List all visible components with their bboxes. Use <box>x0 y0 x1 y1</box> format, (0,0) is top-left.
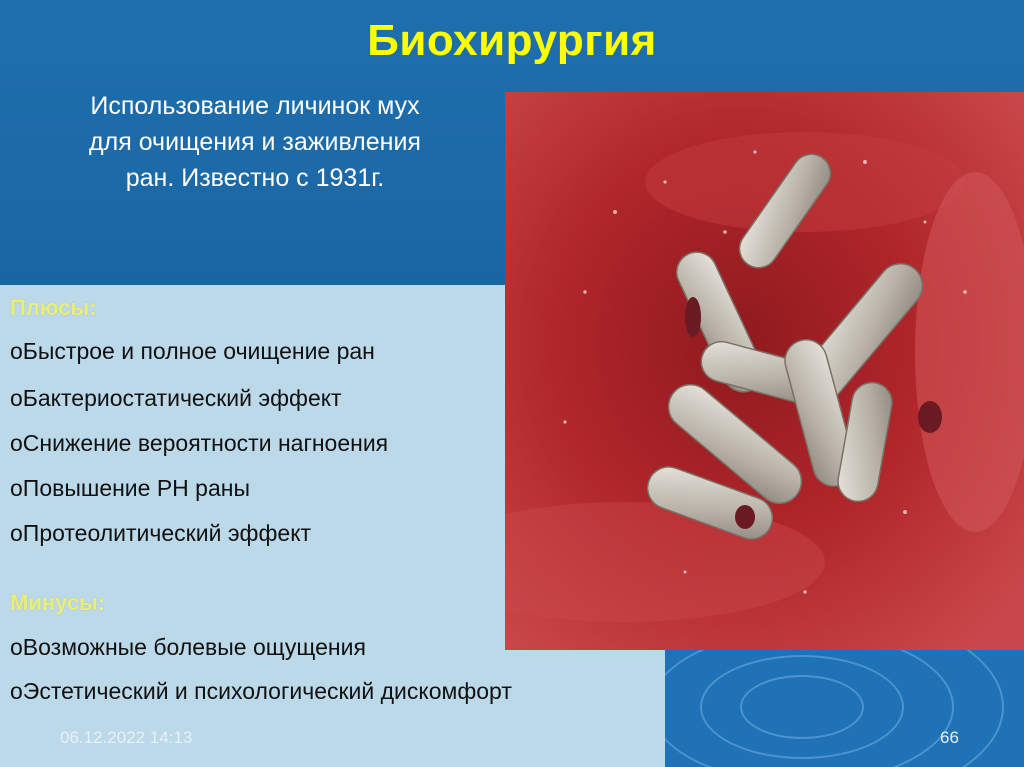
pros-item: oПротеолитический эффект <box>10 520 312 546</box>
pros-item: oСнижение вероятности нагноения <box>10 430 389 456</box>
pros-item: oБыстрое и полное очищение ран <box>10 338 375 364</box>
cons-heading: Минусы: <box>10 590 106 615</box>
page-number: 66 <box>940 728 959 747</box>
footer-date: 06.12.2022 14:13 <box>60 728 193 747</box>
cons-item: oВозможные болевые ощущения <box>10 634 366 660</box>
pros-item: oБактериостатический эффект <box>10 385 342 411</box>
maggot-illustration <box>505 92 1024 650</box>
intro-line: для очищения и заживления <box>89 128 421 156</box>
pros-heading: Плюсы: <box>10 295 97 320</box>
intro-line: ран. Известно с 1931г. <box>125 164 385 192</box>
wound-photo <box>505 92 1024 650</box>
pros-item: oПовышение РН раны <box>10 475 250 501</box>
cons-item: oЭстетический и психологический дискомфорт <box>10 678 512 704</box>
intro-line: Использование личинок мух <box>90 92 420 120</box>
slide-title: Биохирургия <box>367 16 657 65</box>
intro-text <box>20 88 490 196</box>
